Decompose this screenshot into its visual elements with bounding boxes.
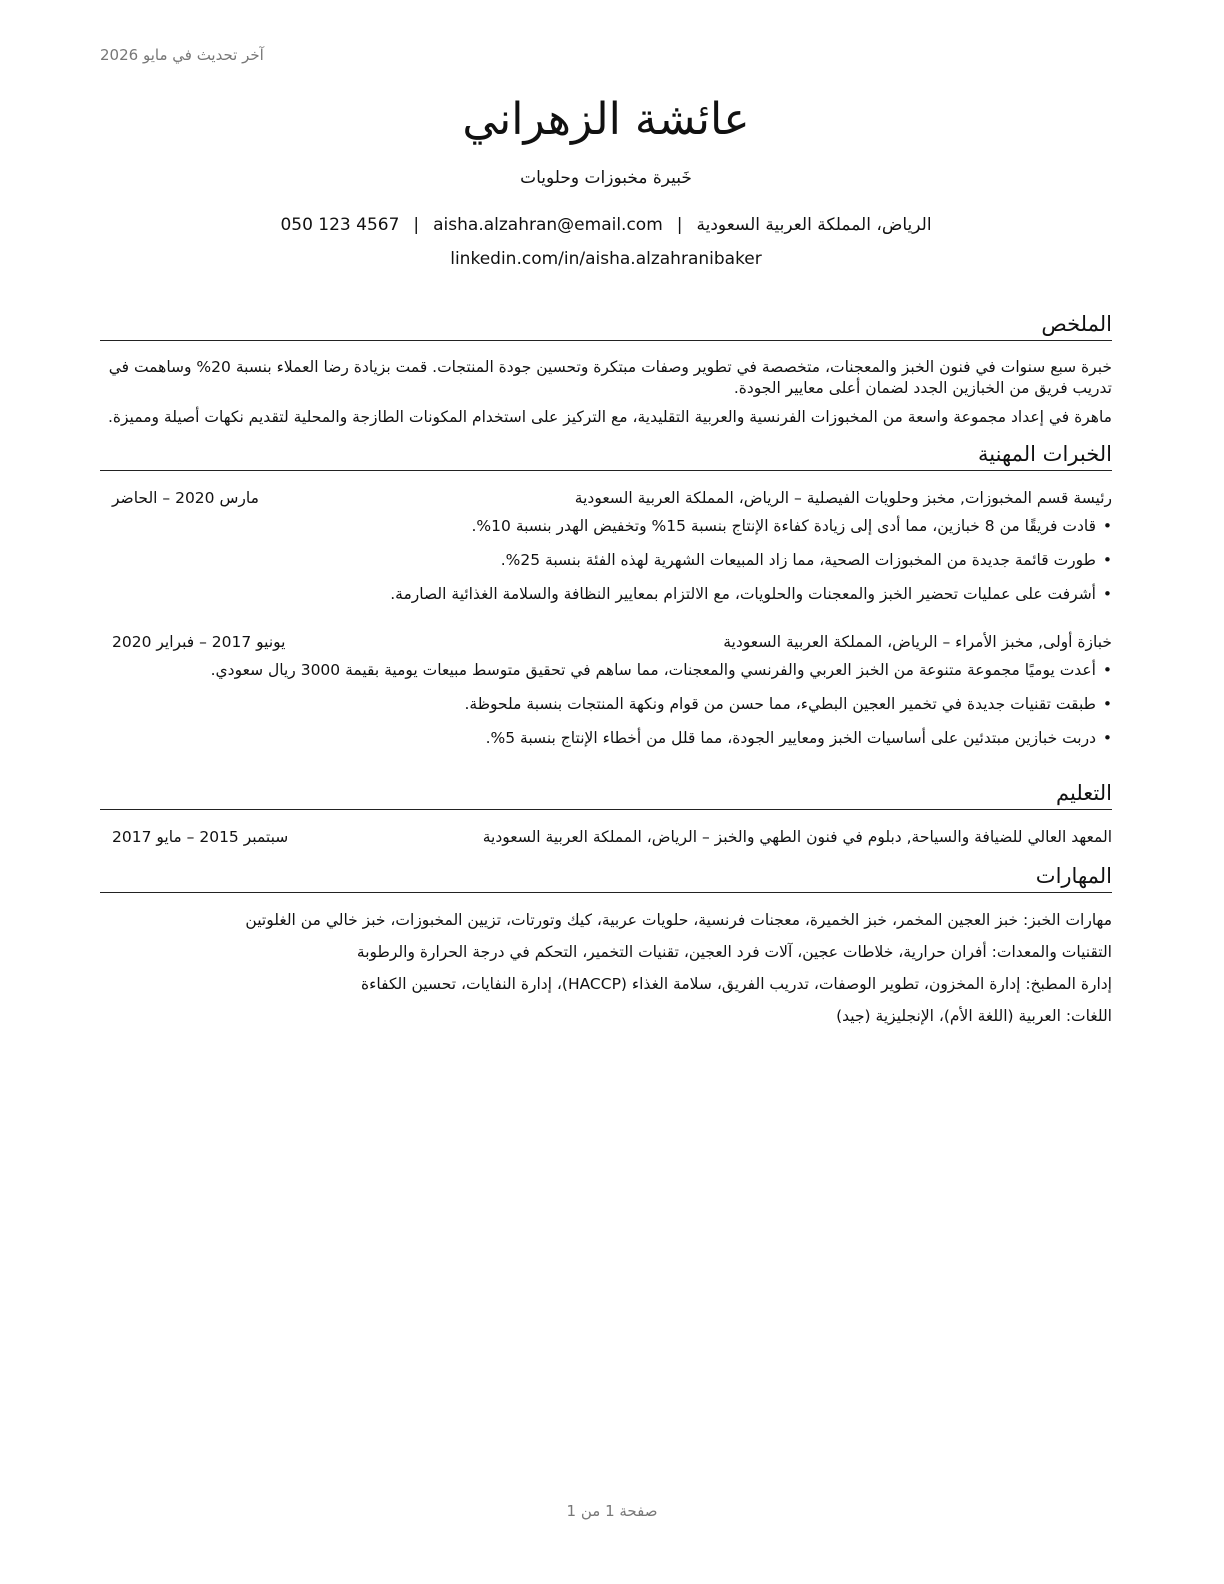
contact-separator: |: [413, 215, 420, 235]
job-dates: مارس 2020 – الحاضر: [112, 489, 259, 507]
job-heading: [100, 487, 1112, 509]
job-dates: يونيو 2017 – فبراير 2020: [112, 633, 286, 651]
linkedin-link[interactable]: linkedin.com/in/aisha.alzahranibaker: [450, 249, 762, 269]
section-title-education: التعليم: [100, 779, 1112, 810]
skills-line: التقنيات والمعدات: أفران حرارية، خلاطات عجين، آلات فرد العجين، تقنيات التخمير، التحكم في درجة الحرارة والرطوبة: [356, 943, 1112, 961]
summary-section: [100, 310, 1112, 428]
last-updated-note: آخر تحديث في مايو 2026: [100, 46, 264, 64]
candidate-name: عائشة الزهراني: [462, 94, 750, 145]
section-title-experience: الخبرات المهنية: [100, 440, 1112, 471]
job-role: خبازة أولى, مخبز الأمراء – الرياض، المملكة العربية السعودية: [723, 633, 1112, 651]
contact-email[interactable]: aisha.alzahran@email.com: [433, 215, 663, 235]
job-entry: [100, 631, 1112, 749]
contact-location: الرياض، المملكة العربية السعودية: [696, 215, 932, 235]
job-bullets: [100, 659, 1112, 749]
section-title-summary: الملخص: [100, 310, 1112, 341]
job-role: رئيسة قسم المخبوزات, مخبز وحلويات الفيصلية – الرياض، المملكة العربية السعودية: [574, 489, 1112, 507]
job-bullet: • أعدت يوميًا مجموعة متنوعة من الخبز العربي والفرنسي والمعجنات، مما ساهم في تحقيق متوسط مبيعات يومية بقيمة 3000 ريال سعودي.: [100, 659, 1112, 681]
experience-section: [100, 440, 1112, 749]
summary-paragraph: خبرة سبع سنوات في فنون الخبز والمعجنات، متخصصة في تطوير وصفات مبتكرة وتحسين جودة المنتجات. قمت بزيادة رضا العملاء بنسبة 20% وساهمت في تدريب فريق من الخبازين الجدد لضمان أعلى معايير الجودة.: [108, 358, 1112, 397]
education-institution: المعهد العالي للضيافة والسياحة, دبلوم في فنون الطهي والخبز – الرياض، المملكة العربية السعودية: [482, 828, 1112, 846]
education-entry: [100, 826, 1112, 848]
contact-line: [100, 212, 1112, 238]
education-section: [100, 779, 1112, 848]
contact-separator: |: [676, 215, 683, 235]
skills-section: [100, 862, 1112, 1027]
job-bullet: • طورت قائمة جديدة من المخبوزات الصحية، مما زاد المبيعات الشهرية لهذه الفئة بنسبة 25%.: [100, 549, 1112, 571]
skills-line: مهارات الخبز: خبز العجين المخمر، خبز الخميرة، معجنات فرنسية، حلويات عربية، كيك وتورتات، تزيين المخبوزات، خبز خالي من الغلوتين: [245, 911, 1112, 929]
education-dates: سبتمبر 2015 – مايو 2017: [112, 828, 289, 846]
resume-body: [100, 310, 1112, 1027]
job-bullet: • دربت خبازين مبتدئين على أساسيات الخبز ومعايير الجودة، مما قلل من أخطاء الإنتاج بنسبة 5%.: [100, 727, 1112, 749]
job-bullet: • قادت فريقًا من 8 خبازين، مما أدى إلى زيادة كفاءة الإنتاج بنسبة 15% وتخفيض الهدر بنسبة 10%.: [100, 515, 1112, 537]
resume-header: [100, 88, 1112, 272]
page-number: صفحة 1 من 1: [566, 1502, 658, 1520]
skills-line: إدارة المطبخ: إدارة المخزون، تطوير الوصفات، تدريب الفريق، سلامة الغذاء (HACCP)، إدارة النفايات، تحسين الكفاءة: [360, 975, 1112, 993]
job-bullet: • طبقت تقنيات جديدة في تخمير العجين البطيء، مما حسن من قوام ونكهة المنتجات بنسبة ملحوظة.: [100, 693, 1112, 715]
job-entry: [100, 487, 1112, 605]
candidate-headline: خَبيرة مخبوزات وحلويات: [520, 168, 692, 188]
contact-phone: 050 123 4567: [280, 215, 400, 235]
summary-paragraph: ماهرة في إعداد مجموعة واسعة من المخبوزات الفرنسية والعربية التقليدية، مع التركيز على استخدام المكونات الطازجة والمحلية لتقديم نكهات أصيلة ومميزة.: [107, 408, 1112, 426]
section-title-skills: المهارات: [100, 862, 1112, 893]
job-heading: [100, 631, 1112, 653]
job-bullet: • أشرفت على عمليات تحضير الخبز والمعجنات والحلويات، مع الالتزام بمعايير النظافة والسلامة الغذائية الصارمة.: [100, 583, 1112, 605]
job-bullets: [100, 515, 1112, 605]
skills-line: اللغات: العربية (اللغة الأم)، الإنجليزية (جيد): [836, 1007, 1112, 1025]
